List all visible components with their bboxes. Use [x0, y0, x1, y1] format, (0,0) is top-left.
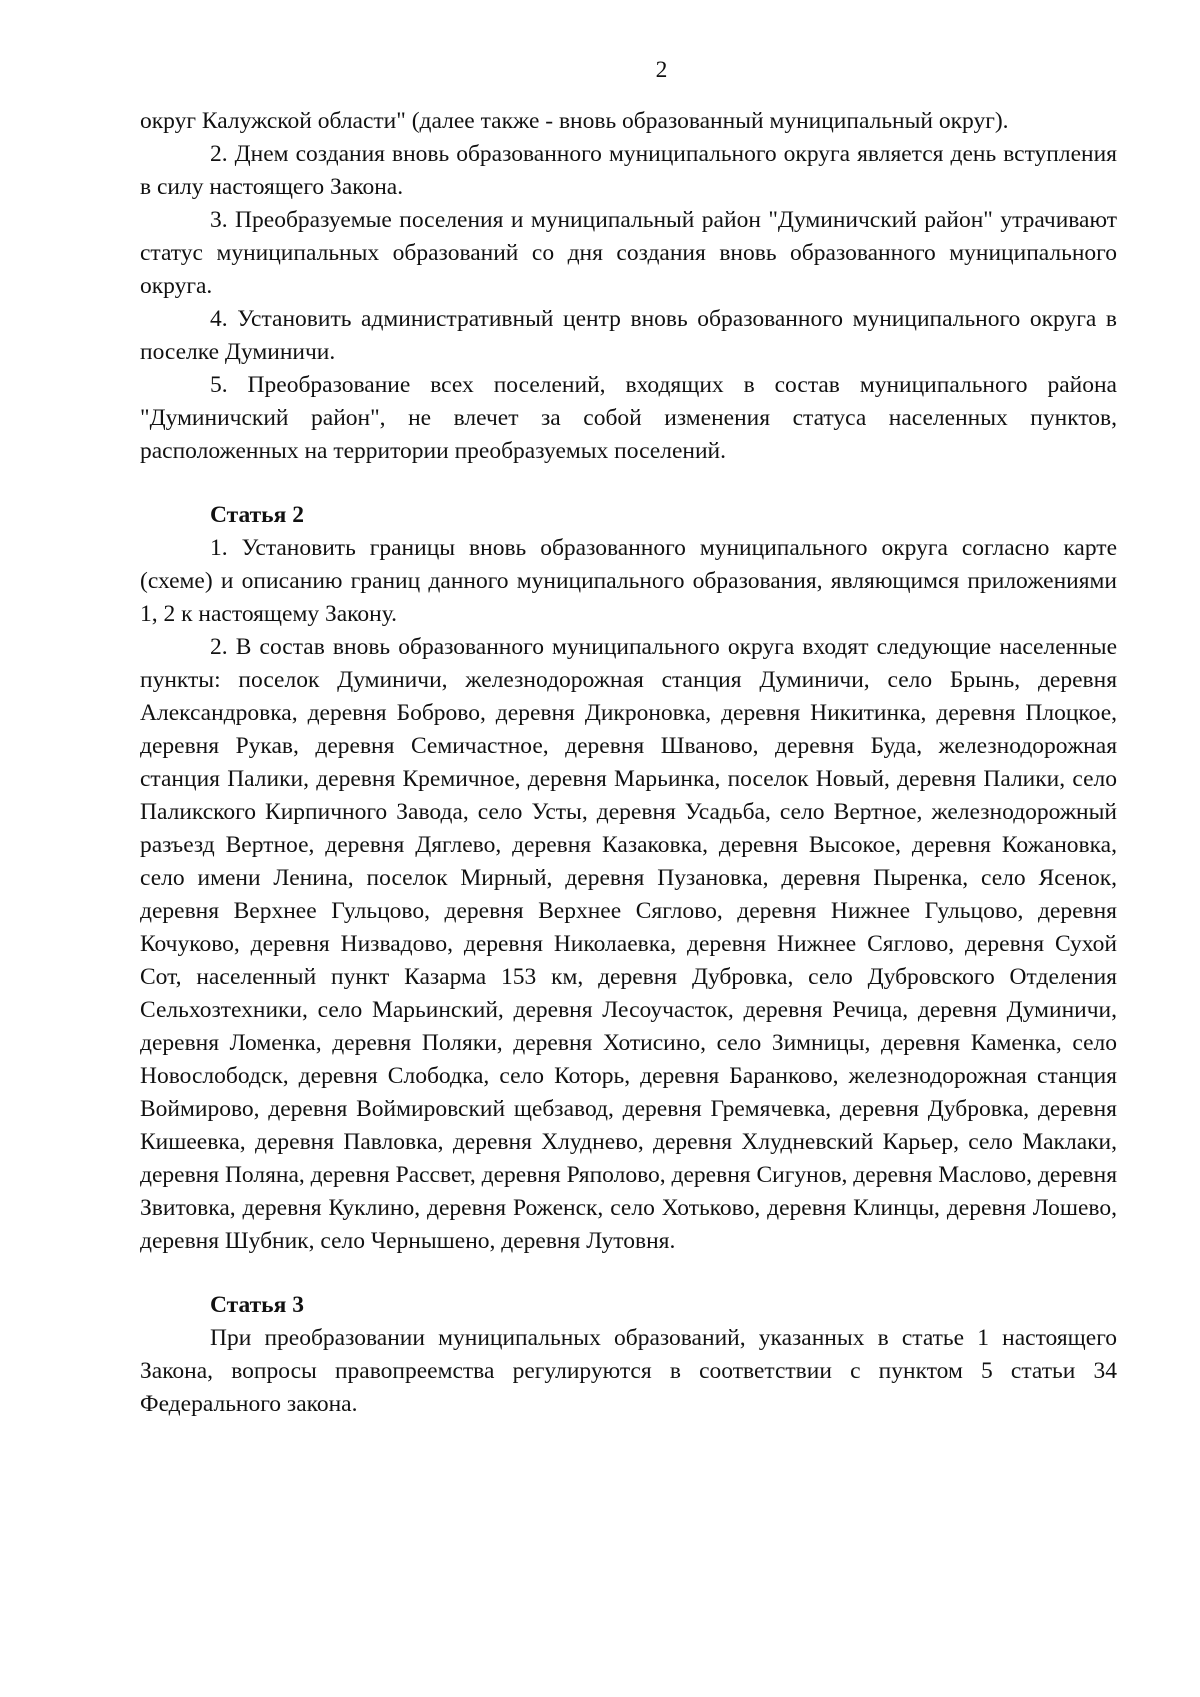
paragraph-item-4: 4. Установить административный центр вновь образованного муниципального округа в поселке Думиничи.	[140, 306, 1117, 365]
page-number: 2	[655, 57, 668, 83]
article-3-paragraph-1: При преобразовании муниципальных образований, указанных в статье 1 настоящего Закона, вопросы правопреемства регулируются в соответствии с пунктом 5 статьи 34 Федерального закона.	[140, 1325, 1117, 1417]
paragraph-item-5: 5. Преобразование всех поселений, входящих в состав муниципального района "Думиничский район", не влечет за собой изменения статуса населенных пунктов, расположенных на территории преобразуемых поселений.	[140, 372, 1117, 464]
article-2-paragraph-1: 1. Установить границы вновь образованного муниципального округа согласно карте (схеме) и описанию границ данного муниципального образования, являющимся приложениями 1, 2 к настоящему Закону.	[140, 535, 1117, 627]
paragraph-item-2: 2. Днем создания вновь образованного муниципального округа является день вступления в силу настоящего Закона.	[140, 141, 1117, 200]
article-2-heading: Статья 2	[210, 502, 304, 528]
article-2-paragraph-2: 2. В состав вновь образованного муниципального округа входят следующие населенные пункты: поселок Думиничи, железнодорожная станция Думиничи, село Брынь, деревня Александровка, деревня Боброво, деревня Дикроновка, деревня Никитинка, деревня Плоцкое, деревня Рукав, деревня Семичастное, деревня Шваново, деревня Буда, железнодорожная станция Палики, деревня Кремичное, деревня Марьинка, поселок Новый, деревня Палики, село Паликского Кирпичного Завода, село Усты, деревня Усадьба, село Вертное, железнодорожный разъезд Вертное, деревня Дяглево, деревня Казаковка, деревня Высокое, деревня Кожановка, село имени Ленина, поселок Мирный, деревня Пузановка, деревня Пыренка, село Ясенок, деревня Верхнее Гульцово, деревня Верхнее Сяглово, деревня Нижнее Гульцово, деревня Кочуково, деревня Низвадово, деревня Николаевка, деревня Нижнее Сяглово, деревня Сухой Сот, населенный пункт Казарма 153 км, деревня Дубровка, село Дубровского Отделения Сельхозтехники, село Марьинский, деревня Лесоучасток, деревня Речица, деревня Думиничи, деревня Ломенка, деревня Поляки, деревня Хотисино, село Зимницы, деревня Каменка, село Новослободск, деревня Слободка, село Которь, деревня Баранково, железнодорожная станция Воймирово, деревня Воймировский щебзавод, деревня Гремячевка, деревня Дубровка, деревня Кишеевка, деревня Павловка, деревня Хлуднево, деревня Хлудневский Карьер, село Маклаки, деревня Поляна, деревня Рассвет, деревня Ряполово, деревня Сигунов, деревня Маслово, деревня Звитовка, деревня Куклино, деревня Роженск, село Хотьково, деревня Клинцы, деревня Лошево, деревня Шубник, село Чернышено, деревня Лутовня.	[140, 634, 1117, 1254]
paragraph-continuation: округ Калужской области" (далее также - вновь образованный муниципальный округ).	[140, 108, 1009, 134]
paragraph-item-3: 3. Преобразуемые поселения и муниципальный район "Думиничский район" утрачивают статус муниципальных образований со дня создания вновь образованного муниципального округа.	[140, 207, 1117, 299]
article-3-heading: Статья 3	[210, 1292, 304, 1318]
